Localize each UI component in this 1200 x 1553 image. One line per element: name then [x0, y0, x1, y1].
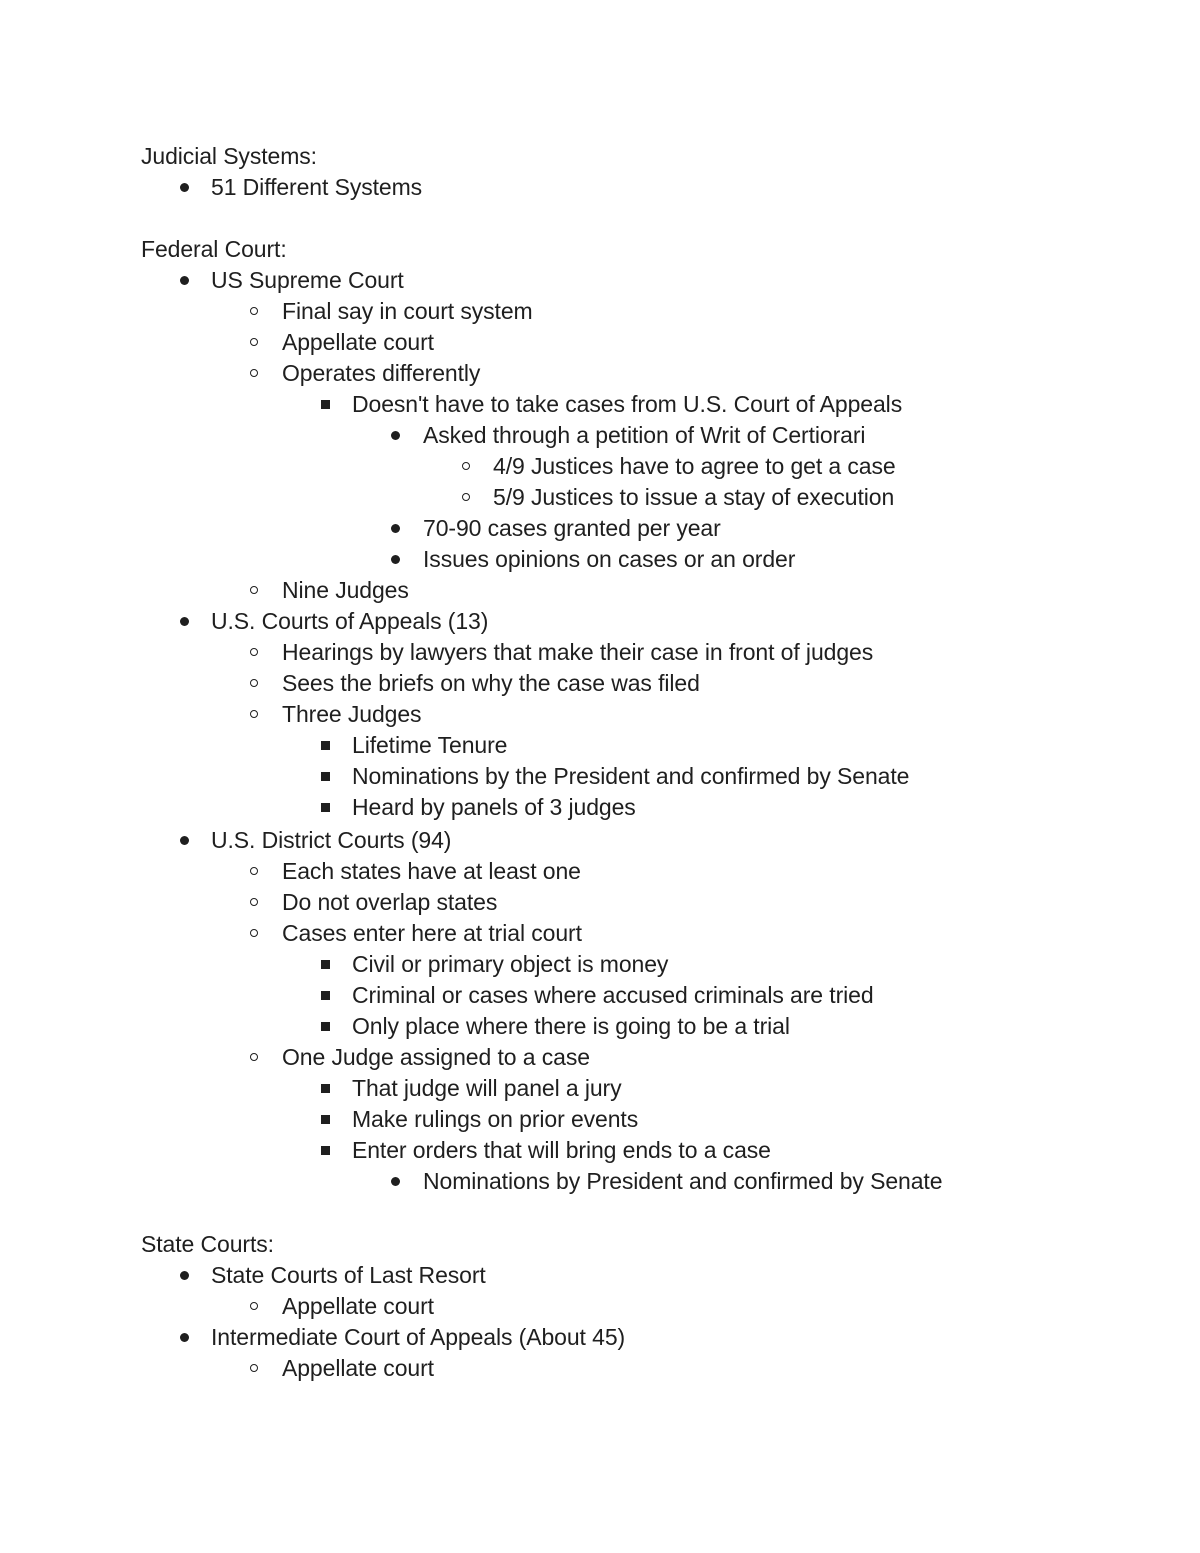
disc-bullet-icon	[387, 544, 403, 575]
square-bullet-icon	[317, 1104, 333, 1135]
circle-bullet-icon	[246, 1353, 262, 1384]
circle-bullet-icon	[246, 1291, 262, 1322]
list-item-text: Sees the briefs on why the case was filed	[282, 670, 700, 696]
list-item-text: Final say in court system	[282, 298, 533, 324]
square-bullet-icon	[317, 1135, 333, 1166]
list-item-text: That judge will panel a jury	[352, 1075, 622, 1101]
circle-bullet-icon	[246, 668, 262, 699]
square-bullet-icon	[317, 1011, 333, 1042]
list-item-text: Doesn't have to take cases from U.S. Court of Appeals	[352, 391, 903, 417]
square-bullet-icon	[317, 792, 333, 823]
circle-bullet-icon	[246, 918, 262, 949]
circle-bullet-icon	[458, 451, 474, 482]
list-item-text: State Courts of Last Resort	[211, 1262, 486, 1288]
list-item-text: Appellate court	[282, 1293, 434, 1319]
list-item-text: U.S. Courts of Appeals (13)	[211, 608, 489, 634]
list-item-text: Hearings by lawyers that make their case in front of judges	[282, 639, 874, 665]
heading-text: Judicial Systems:	[141, 143, 317, 169]
list-item-text: One Judge assigned to a case	[282, 1044, 590, 1070]
list-item-text: Lifetime Tenure	[352, 732, 508, 758]
list-item-text: Nominations by President and confirmed by Senate	[423, 1168, 943, 1194]
disc-bullet-icon	[176, 1322, 192, 1353]
list-item-text: Each states have at least one	[282, 858, 581, 884]
disc-bullet-icon	[387, 1166, 403, 1197]
list-item-text: Criminal or cases where accused criminals are tried	[352, 982, 874, 1008]
circle-bullet-icon	[246, 575, 262, 606]
list-item-text: Asked through a petition of Writ of Certiorari	[423, 422, 866, 448]
square-bullet-icon	[317, 389, 333, 420]
disc-bullet-icon	[176, 825, 192, 856]
square-bullet-icon	[317, 949, 333, 980]
list-item-text: US Supreme Court	[211, 267, 404, 293]
square-bullet-icon	[317, 1073, 333, 1104]
list-item-text: Appellate court	[282, 329, 434, 355]
disc-bullet-icon	[176, 265, 192, 296]
list-item-text: Nominations by the President and confirmed by Senate	[352, 763, 910, 789]
list-item-text: U.S. District Courts (94)	[211, 827, 452, 853]
list-item-text: Make rulings on prior events	[352, 1106, 639, 1132]
heading-text: State Courts:	[141, 1231, 274, 1257]
list-item-text: 70-90 cases granted per year	[423, 515, 721, 541]
circle-bullet-icon	[246, 699, 262, 730]
circle-bullet-icon	[246, 358, 262, 389]
square-bullet-icon	[317, 761, 333, 792]
circle-bullet-icon	[246, 856, 262, 887]
list-item-text: Enter orders that will bring ends to a case	[352, 1137, 771, 1163]
list-item-text: Only place where there is going to be a trial	[352, 1013, 790, 1039]
circle-bullet-icon	[246, 327, 262, 358]
list-item-text: Cases enter here at trial court	[282, 920, 582, 946]
list-item-text: Nine Judges	[282, 577, 409, 603]
disc-bullet-icon	[176, 172, 192, 203]
list-item-text: Issues opinions on cases or an order	[423, 546, 796, 572]
list-item-text: Three Judges	[282, 701, 422, 727]
list-item-text: Appellate court	[282, 1355, 434, 1381]
square-bullet-icon	[317, 980, 333, 1011]
heading-text: Federal Court:	[141, 236, 287, 262]
disc-bullet-icon	[387, 513, 403, 544]
square-bullet-icon	[317, 730, 333, 761]
list-item-text: 4/9 Justices have to agree to get a case	[493, 453, 896, 479]
circle-bullet-icon	[246, 887, 262, 918]
circle-bullet-icon	[246, 1042, 262, 1073]
list-item-text: Do not overlap states	[282, 889, 498, 915]
list-item-text: Civil or primary object is money	[352, 951, 669, 977]
list-item-text: Operates differently	[282, 360, 481, 386]
circle-bullet-icon	[246, 637, 262, 668]
disc-bullet-icon	[387, 420, 403, 451]
list-item-text: 5/9 Justices to issue a stay of execution	[493, 484, 895, 510]
circle-bullet-icon	[458, 482, 474, 513]
list-item-text: Intermediate Court of Appeals (About 45)	[211, 1324, 626, 1350]
disc-bullet-icon	[176, 606, 192, 637]
disc-bullet-icon	[176, 1260, 192, 1291]
list-item-text: 51 Different Systems	[211, 174, 423, 200]
circle-bullet-icon	[246, 296, 262, 327]
list-item-text: Heard by panels of 3 judges	[352, 794, 636, 820]
